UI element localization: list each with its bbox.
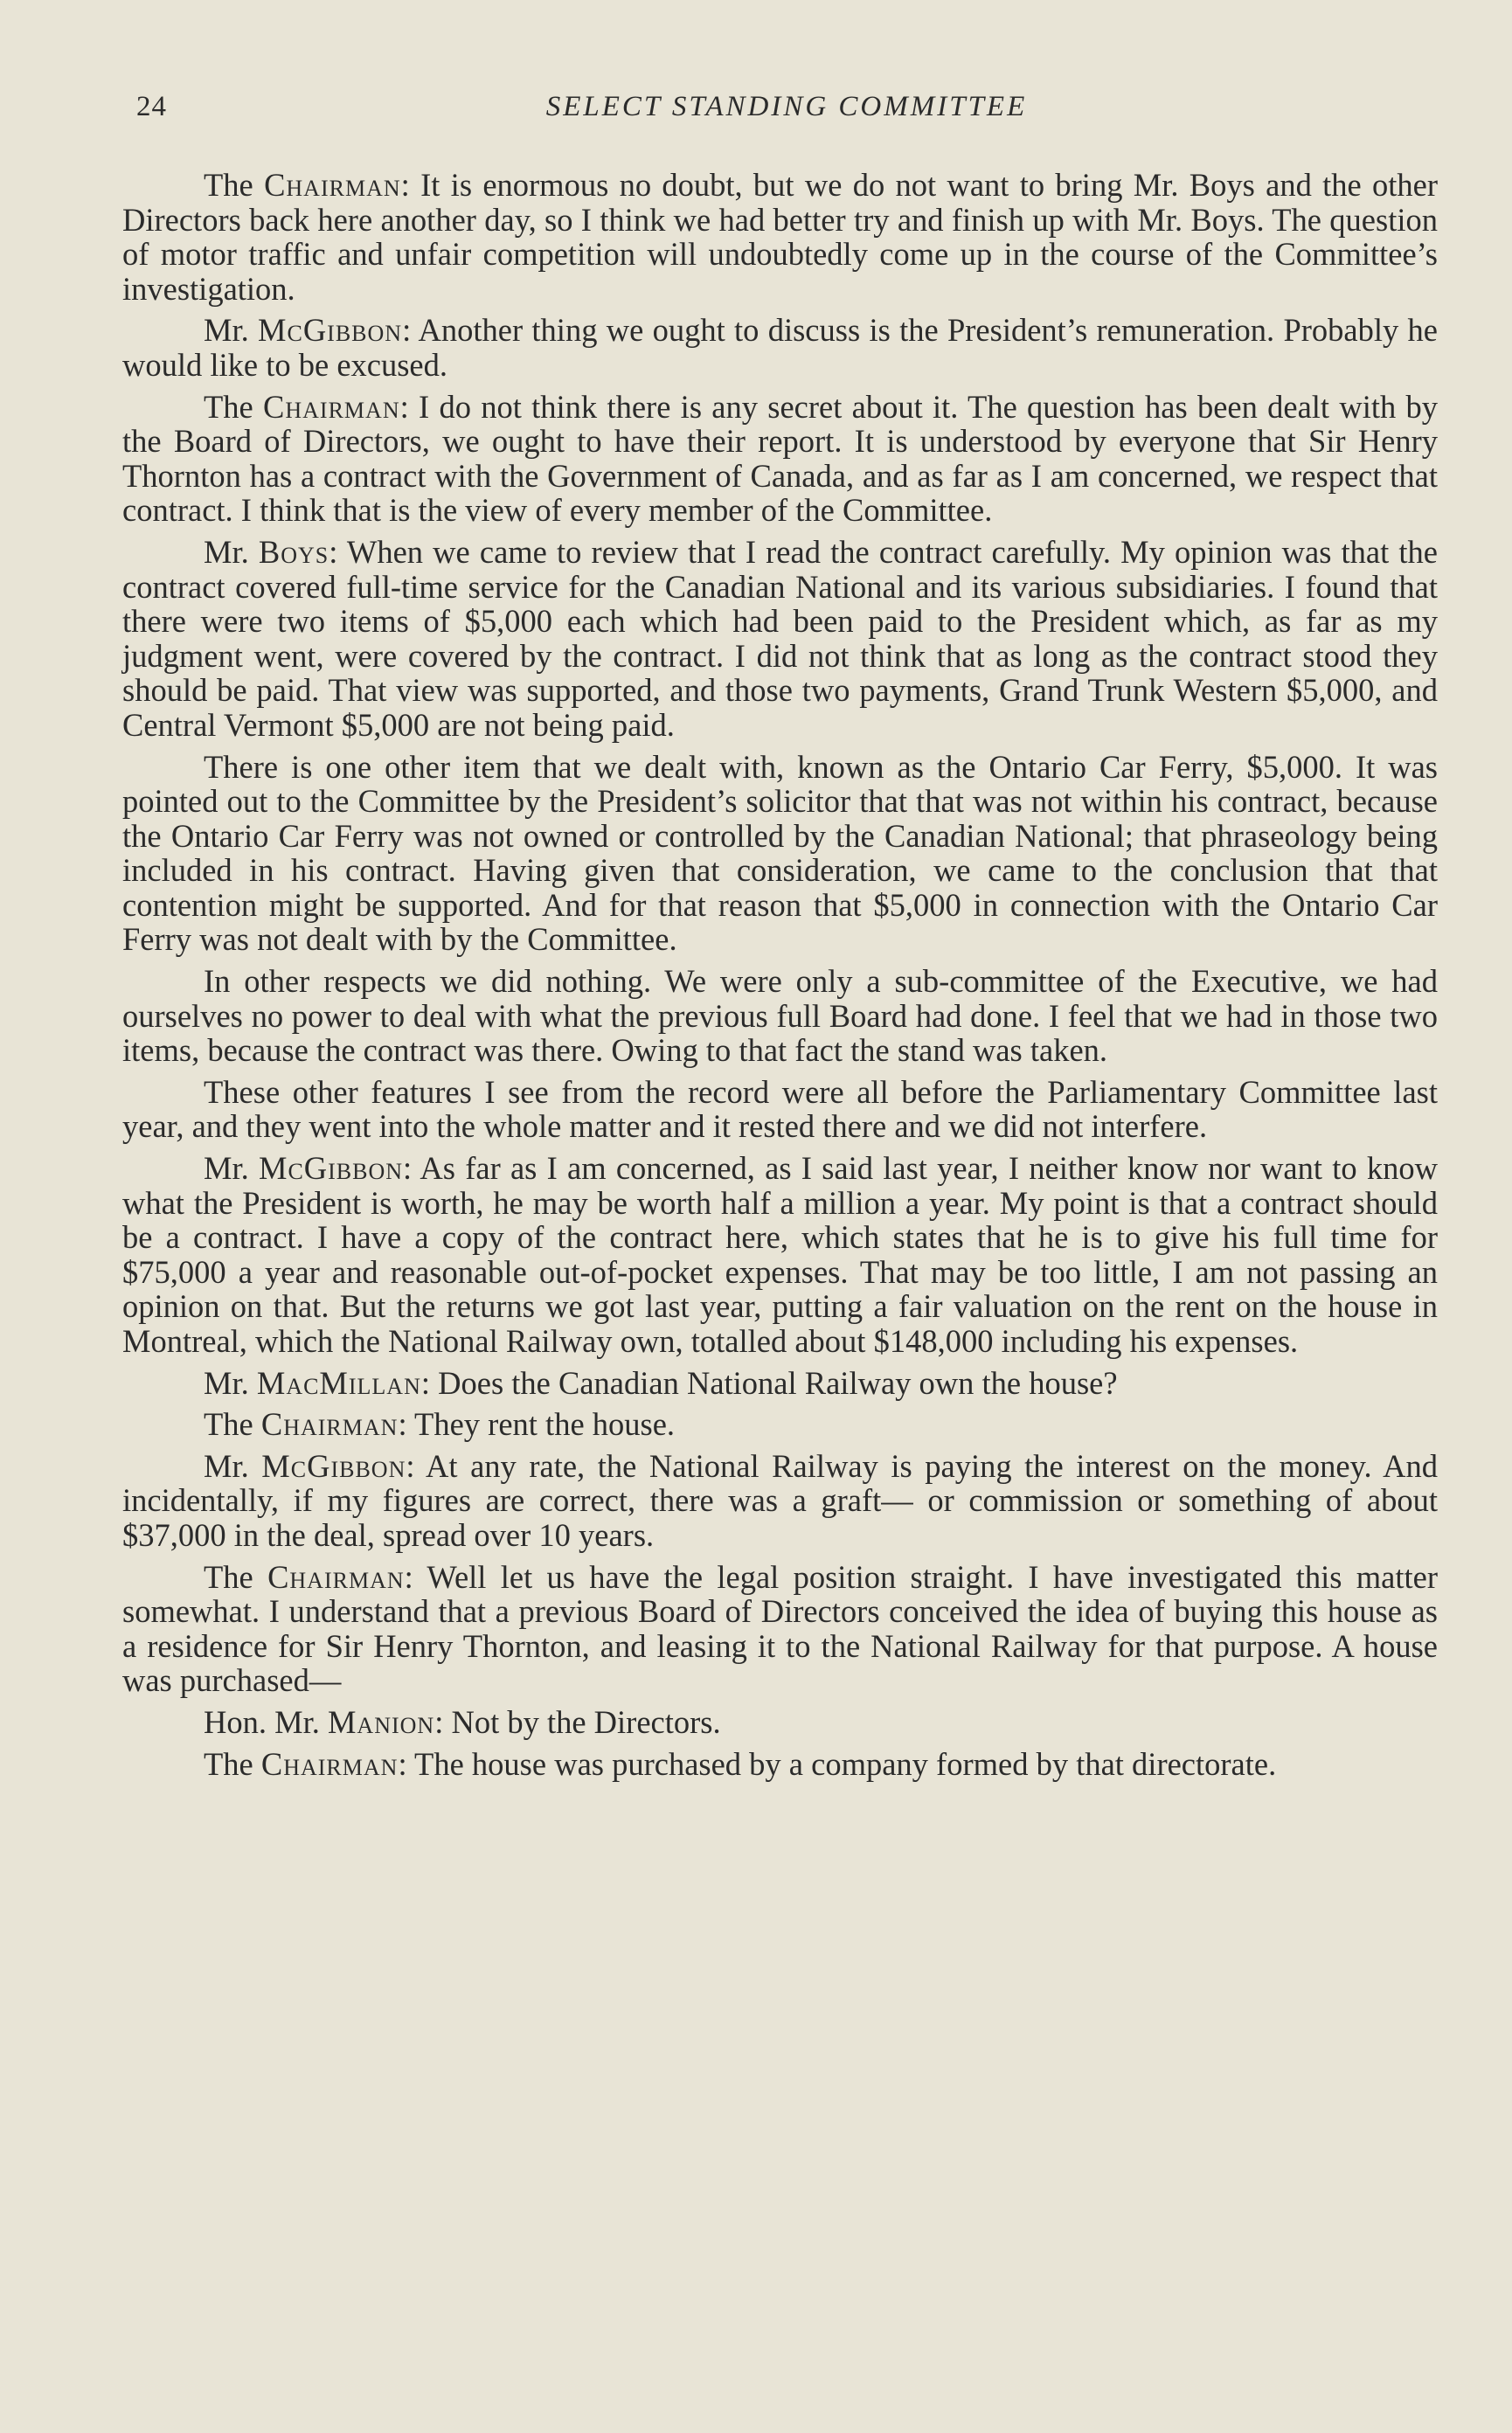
paragraph-text: There is one other item that we dealt with, known as the Ontario Car Ferry, $5,000. It was pointed out to the Committee by the President’s solicitor that that was not within his contract, because the Ontario Car Ferry was not owned or controlled by the Canadian National; that phraseology being included in his contract. Having given that consideration, we came to the conclusion that that contention might be supported. And for that reason that $5,000 in connection with the Ontario Car Ferry was not dealt with by the Committee.	[122, 748, 1438, 958]
running-head: SELECT STANDING COMMITTEE	[545, 91, 1028, 122]
paragraph-text: : When we came to review that I read the contract carefully. My opinion was that the contract covered full-time service for the Canadian National and its various subsidiaries. I found that there were two items of $5,000 each which had been paid to the President which, as far as my judgment went, were covered by the contract. I did not think that as long as the contract stood they should be paid. That view was supported, and those two payments, Grand Trunk Western $5,000, and Central Vermont $5,000 are not being paid.	[122, 533, 1439, 743]
speaker-name: Chairman	[260, 1745, 399, 1782]
paragraph	[122, 750, 1438, 958]
paragraph-text: : The house was purchased by a company formed by that directorate.	[398, 1745, 1277, 1782]
speaker-title: Mr.	[204, 1150, 249, 1187]
speaker-title: The	[204, 388, 253, 425]
speaker-title: Mr.	[204, 1447, 249, 1484]
speaker-title: The	[204, 1745, 253, 1782]
speaker-title: Mr.	[204, 312, 249, 349]
speaker-name: MacMillan	[256, 1364, 421, 1401]
paragraph-text: : Does the Canadian National Railway own the house?	[420, 1364, 1118, 1401]
paragraph	[122, 1151, 1438, 1359]
paragraph	[122, 1407, 1438, 1442]
paragraph-text: : It is enormous no doubt, but we do not want to bring Mr. Boys and the other Directors back here another day, so I think we had better try and finish up with Mr. Boys. The question of motor traffic and unfair competition will undoubtedly come up in the course of the Committee’s investigation.	[122, 167, 1439, 307]
paragraph	[122, 1705, 1438, 1740]
speaker-title: Hon. Mr.	[204, 1703, 320, 1740]
paragraph-text: : Not by the Directors.	[434, 1703, 721, 1740]
paragraph	[122, 1449, 1438, 1553]
speaker-title: Mr.	[204, 1364, 249, 1401]
paragraph	[122, 964, 1438, 1068]
paragraph-text: : They rent the house.	[398, 1406, 676, 1443]
speaker-name: McGibbon	[261, 1447, 406, 1484]
speaker-title: The	[204, 1406, 253, 1443]
speaker-name: Manion	[327, 1703, 435, 1740]
paragraph	[122, 313, 1438, 382]
speaker-name: Boys	[258, 533, 329, 570]
paragraph	[122, 168, 1438, 306]
speaker-name: Chairman	[267, 1558, 405, 1595]
paragraph-text: : Well let us have the legal position straight. I have investigated this matter somewhat. I understand that a previous Board of Directors conceived the idea of buying this house as a residence for Sir Henry Thornton, and leasing it to the National Railway for that purpose. A house was purchased—	[122, 1558, 1439, 1699]
speaker-title: Mr.	[204, 533, 249, 570]
paragraph	[122, 1366, 1438, 1401]
paragraph	[122, 1560, 1438, 1698]
paragraph	[122, 1747, 1438, 1782]
paragraph-text: : Another thing we ought to discuss is the President’s remuneration. Probably he would like to be excused.	[122, 312, 1439, 383]
speaker-title: The	[204, 167, 253, 203]
page-header	[131, 91, 1442, 140]
speaker-title: The	[204, 1558, 253, 1595]
paragraph	[122, 535, 1438, 743]
speaker-name: McGibbon	[258, 312, 403, 349]
paragraph-text: : As far as I am concerned, as I said last year, I neither know nor want to know what the President is worth, he may be worth half a million a year. My point is that a contract should be a contract. I have a copy of the contract here, which states that he is to give his full time for $75,000 a year and reasonable out-of-pocket expenses. That may be too little, I am not passing an opinion on that. But the returns we got last year, putting a fair valuation on the rent on the house in Montreal, which the National Railway own, totalled about $148,000 including his expenses.	[122, 1150, 1439, 1359]
paragraph-text: These other features I see from the record were all before the Parliamentary Committee last year, and they went into the whole matter and it rested there and we did not interfere.	[122, 1073, 1438, 1145]
paragraph-text: In other respects we did nothing. We were only a sub-committee of the Executive, we had ourselves no power to deal with what the previous full Board had done. I feel that we had in those two items, because the contract was there. Owing to that fact the stand was taken.	[122, 963, 1438, 1069]
paragraph-text: : I do not think there is any secret about it. The question has been dealt with by the Board of Directors, we ought to have their report. It is understood by everyone that Sir Henry Thornton has a contract with the Government of Canada, and as far as I am concerned, we respect that contract. I think that is the view of every member of the Committee.	[122, 388, 1438, 529]
page-number: 24	[136, 91, 167, 122]
paragraph	[122, 1075, 1438, 1144]
speaker-name: Chairman	[263, 388, 400, 425]
paragraph-text: : At any rate, the National Railway is paying the interest on the money. And incidentally, if my figures are correct, there was a graft— or commission or something of about $37,000 in the deal, spread over 10 years.	[122, 1447, 1438, 1553]
speaker-name: McGibbon	[258, 1150, 404, 1187]
body-text	[122, 168, 1438, 1788]
paragraph	[122, 390, 1438, 528]
speaker-name: Chairman	[260, 1406, 399, 1443]
speaker-name: Chairman	[264, 167, 401, 203]
